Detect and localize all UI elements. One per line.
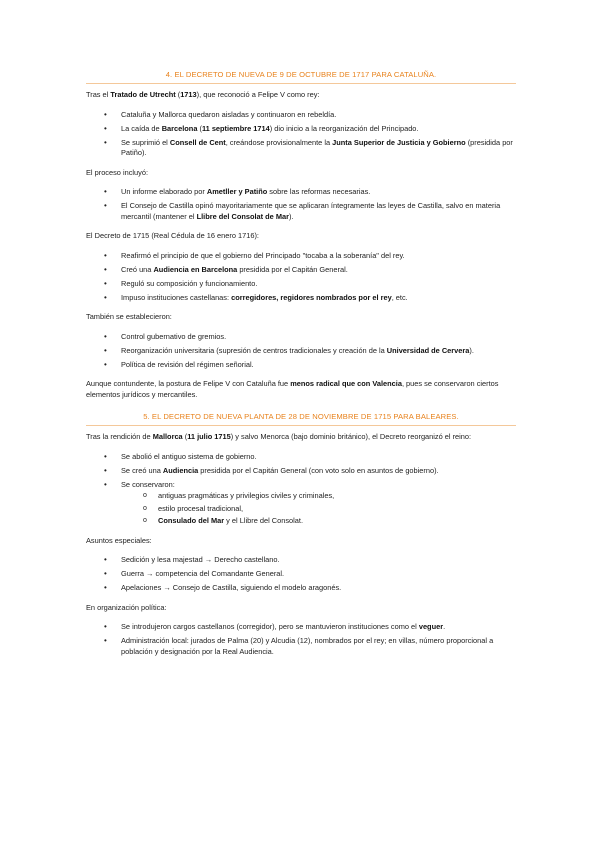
text-run: , etc. — [391, 292, 408, 302]
bold-text: 11 septiembre 1714 — [201, 123, 270, 133]
bold-text: menos radical que con Valencia — [290, 379, 402, 388]
list-item — [86, 110, 516, 121]
text-run: , creándose provisionalmente la — [225, 137, 333, 147]
text-run: Cataluña y Mallorca quedaron aisladas y continuaron en rebeldía. — [121, 109, 337, 119]
text-run: Administración local: jurados de Palma (20) y Alcudia (12), nombrados por el rey; en villas, número proporcional a población y designación por la Real Audiencia. — [121, 636, 494, 656]
section-4-intro — [86, 90, 516, 101]
list-item — [86, 583, 516, 594]
list-item — [86, 480, 516, 527]
section-4-heading: 4. EL DECRETO DE NUEVA DE 9 DE OCTUBRE DE 1717 PARA CATALUÑA. — [86, 70, 516, 84]
bold-text: Audiencia en Barcelona — [153, 264, 238, 274]
section-4-list-2 — [86, 187, 516, 222]
list-item — [86, 124, 516, 135]
bold-text: Tratado de Utrecht — [110, 90, 176, 99]
list-item — [86, 360, 516, 371]
sub-list — [121, 491, 516, 527]
section-4-list-4 — [86, 332, 516, 371]
text-run: y el Llibre del Consolat. — [224, 516, 304, 525]
text-run: Sedición y lesa majestad → Derecho castellano. — [121, 555, 280, 564]
bold-text: Mallorca — [152, 432, 183, 441]
text-run: La caída de — [121, 123, 162, 133]
section-4-list-3 — [86, 251, 516, 304]
text-run: antiguas pragmáticas y privilegios civiles y criminales, — [158, 491, 335, 500]
bold-text: 1713 — [180, 90, 197, 99]
text-run: ) dio inicio a la reorganización del Principado. — [269, 123, 419, 133]
text-run: ), que reconoció a Felipe V como rey: — [196, 90, 320, 99]
list-item — [86, 636, 516, 657]
list-item — [86, 452, 516, 463]
sub-list-item — [121, 504, 516, 515]
section-5-list-2 — [86, 555, 516, 594]
text-run: (presidida por Patiño). — [121, 137, 513, 157]
tambien-label: También se establecieron: — [86, 312, 172, 321]
proceso-label: El proceso incluyó: — [86, 167, 149, 177]
text-run: Guerra → competencia del Comandante General. — [121, 569, 285, 578]
text-run: ). — [288, 211, 294, 221]
bold-text: Llibre del Consolat de Mar — [196, 211, 289, 221]
bold-text: Audiencia — [162, 465, 199, 475]
text-run: sobre las reformas necesarias. — [267, 187, 371, 196]
list-item — [86, 332, 516, 343]
text-run: Control gubernativo de gremios. — [121, 331, 227, 341]
organizacion-label: En organización política: — [86, 602, 167, 612]
bold-text: Ametller y Patiño — [206, 187, 268, 196]
text-run: Reorganización universitaria (supresión de centros tradicionales y creación de la — [121, 345, 387, 355]
text-run: Apelaciones → Consejo de Castilla, siguiendo el modelo aragonés. — [121, 583, 342, 592]
text-run: Tras la rendición de — [86, 432, 153, 441]
text-run: presidida por el Capitán General (con voto solo en asuntos de gobierno). — [198, 465, 439, 475]
section-5-list-3 — [86, 622, 516, 657]
text-run: Un informe elaborado por — [121, 187, 207, 196]
text-run: ). — [469, 345, 474, 355]
section-5-heading: 5. EL DECRETO DE NUEVA PLANTA DE 28 DE NOVIEMBRE DE 1715 PARA BALEARES. — [86, 412, 516, 426]
asuntos-label: Asuntos especiales: — [86, 535, 152, 545]
text-run: Política de revisión del régimen señorial. — [121, 359, 254, 369]
text-run: Aunque contundente, la postura de Felipe V con Cataluña fue — [86, 379, 291, 388]
text-run: Se conservaron: — [121, 479, 175, 489]
text-run: Tras el — [86, 90, 111, 99]
list-item — [86, 622, 516, 633]
text-run: Se abolió el antiguo sistema de gobierno. — [121, 451, 257, 461]
list-item — [86, 346, 516, 357]
list-item — [86, 201, 516, 222]
section-4-list-1 — [86, 110, 516, 159]
document-page — [86, 70, 516, 666]
text-run: El Consejo de Castilla opinó mayoritariamente que se aplicaran íntegramente las leyes de Castilla, salvo en materia mercantil (mantener el — [121, 201, 501, 221]
text-run: ) y salvo Menorca (bajo dominio británico), el Decreto reorganizó el reino: — [230, 432, 472, 441]
list-item — [86, 279, 516, 290]
text-run: ( — [175, 90, 181, 99]
text-run: ( — [197, 123, 202, 133]
section-5-list-1 — [86, 452, 516, 527]
bold-text: 11 julio 1715 — [187, 432, 231, 441]
bold-text: Junta Superior de Justicia y Gobierno — [332, 137, 466, 147]
sub-list-item — [121, 516, 516, 527]
text-run: Creó una — [121, 264, 154, 274]
text-run: , pues se conservaron ciertos elementos jurídicos y mercantiles. — [86, 379, 499, 399]
text-run: estilo procesal tradicional, — [158, 503, 244, 513]
list-item — [86, 555, 516, 566]
sub-list-item — [121, 491, 516, 502]
text-run: Reguló su composición y funcionamiento. — [121, 278, 258, 288]
text-run: Se introdujeron cargos castellanos (corregidor), pero se mantuvieron instituciones como el — [121, 622, 419, 631]
bold-text: Universidad de Cervera — [386, 345, 470, 355]
list-item — [86, 293, 516, 304]
list-item — [86, 187, 516, 198]
text-run: . — [443, 622, 446, 631]
text-run: Se suprimió el — [121, 137, 170, 147]
bold-text: veguer — [418, 622, 444, 631]
section-5-intro — [86, 432, 516, 443]
bold-text: Barcelona — [161, 123, 198, 133]
list-item — [86, 251, 516, 262]
text-run: ( — [182, 432, 188, 441]
list-item — [86, 265, 516, 276]
list-item — [86, 466, 516, 477]
section-4-closing — [86, 379, 516, 400]
list-item — [86, 569, 516, 580]
text-run: Se creó una — [121, 465, 163, 475]
decreto-label: El Decreto de 1715 (Real Cédula de 16 enero 1716): — [86, 231, 259, 240]
bold-text: Consulado del Mar — [158, 516, 225, 525]
text-run: presidida por el Capitán General. — [237, 264, 348, 274]
text-run: Impuso instituciones castellanas: — [121, 292, 232, 302]
bold-text: corregidores, regidores nombrados por el rey — [231, 292, 392, 302]
text-run: Reafirmó el principio de que el gobierno del Principado "tocaba a la soberanía" del rey. — [121, 250, 405, 260]
bold-text: Consell de Cent — [169, 137, 226, 147]
list-item — [86, 138, 516, 159]
